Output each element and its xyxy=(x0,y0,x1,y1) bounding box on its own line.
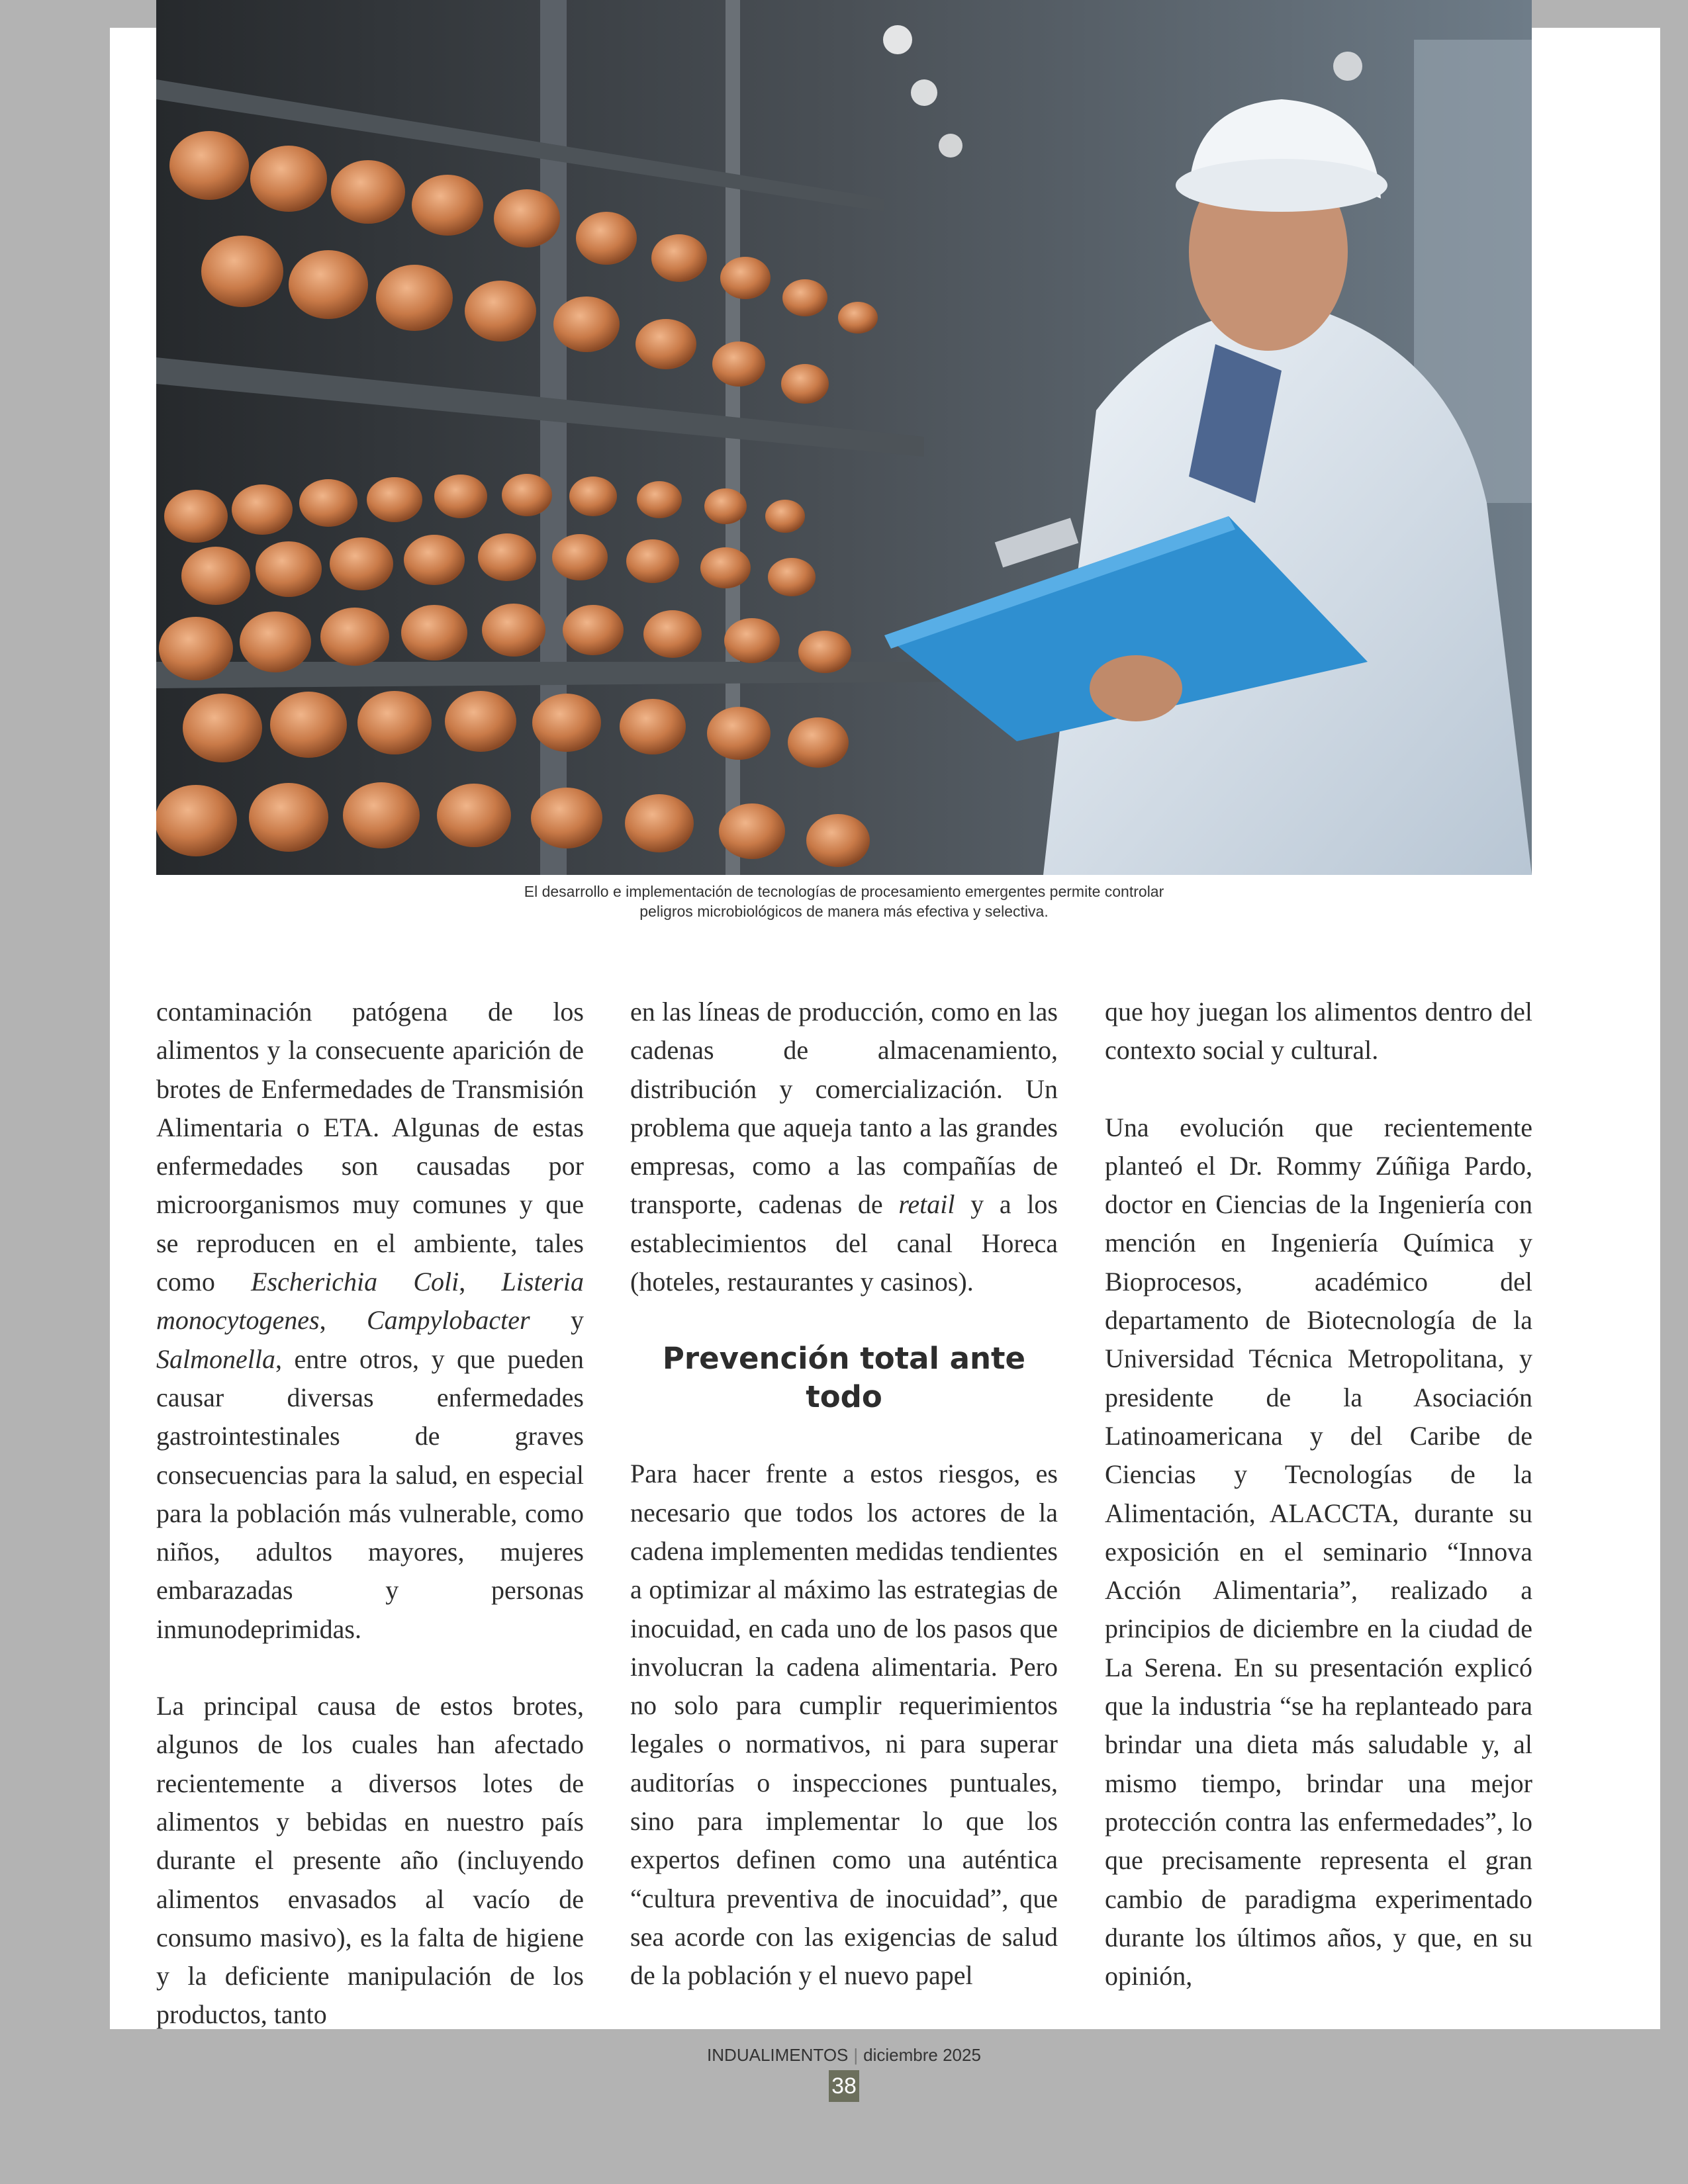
photo-eggs-inspector-icon xyxy=(156,0,1532,875)
article-column-1 xyxy=(156,993,584,2073)
publication-name: INDUALIMENTOS xyxy=(707,2045,849,2065)
article-column-3 xyxy=(1105,993,1532,2034)
issue-date: diciembre 2025 xyxy=(863,2045,981,2065)
photo-caption xyxy=(156,882,1532,921)
paragraph: La principal causa de estos brotes, algunos de los cuales han afectado recientemente a diversos lotes de alimentos y bebidas en nuestro país durante el presente año (incluyendo alimentos envasados al vacío de consumo masivo), es la falta de higiene y la deficiente manipulación de los productos, tanto xyxy=(156,1691,584,2030)
article-column-2 xyxy=(630,993,1058,2034)
paragraph: que hoy juegan los alimentos dentro del contexto social y cultural. xyxy=(1105,997,1532,1066)
page-footer xyxy=(0,2045,1688,2066)
footer-separator: | xyxy=(853,2045,859,2065)
page-number: 38 xyxy=(829,2070,859,2102)
caption-line-2: peligros microbiológicos de manera más efectiva y selectiva. xyxy=(639,903,1049,920)
paragraph: en las líneas de producción, como en las cadenas de almacenamiento, distribución y comercialización. Un problema que aqueja tanto a las grandes empresas, como a las compañías de transporte, cadenas de retail y a los establecimientos del canal Horeca (hoteles, restaurantes y casinos). xyxy=(630,997,1058,1297)
paragraph: Para hacer frente a estos riesgos, es necesario que todos los actores de la cadena implementen medidas tendientes a optimizar al máximo las estrategias de inocuidad, en cada uno de los pasos que involucran la cadena alimentaria. Pero no solo para cumplir requerimientos legales o normativos, ni para superar auditorías o inspecciones puntuales, sino para implementar lo que los expertos definen como una auténtica “cultura preventiva de inocuidad”, que sea acorde con las exigencias de salud de la población y el nuevo papel xyxy=(630,1459,1058,1991)
article-photo xyxy=(156,0,1532,875)
section-heading: Prevención total ante todo xyxy=(662,1341,1026,1415)
paragraph: contaminación patógena de los alimentos y la consecuente aparición de brotes de Enfermedades de Transmisión Alimentaria o ETA. Algunas de estas enfermedades son causadas por microorganismos muy comunes y que se reproducen en el ambiente, tales como Escherichia Coli, Listeria monocytogenes, Campylobacter y Salmonella, entre otros, y que pueden causar diversas enfermedades gastrointestinales de graves consecuencias para la salud, en especial para la población más vulnerable, como niños, adultos mayores, mujeres embarazadas y personas inmunodeprimidas. xyxy=(156,997,584,1644)
paragraph: Una evolución que recientemente planteó el Dr. Rommy Zúñiga Pardo, doctor en Ciencias de la Ingeniería con mención en Ingeniería Química y Bioprocesos, académico del departamento de Biotecnología de la Universidad Técnica Metropolitana, y presidente de la Asociación Latinoamericana y del Caribe de Ciencias y Tecnologías de la Alimentación, ALACCTA, durante su exposición en el seminario “Innova Acción Alimentaria”, realizado a principios de diciembre en la ciudad de La Serena. En su presentación explicó que la industria “se ha replanteado para brindar una dieta más saludable y, al mismo tiempo, brindar una mejor protección contra las enfermedades”, lo que precisamente representa el gran cambio de paradigma experimentado durante los últimos años, y que, en su opinión, xyxy=(1105,1112,1532,1991)
caption-line-1: El desarrollo e implementación de tecnologías de procesamiento emergentes permite controlar xyxy=(524,883,1164,900)
